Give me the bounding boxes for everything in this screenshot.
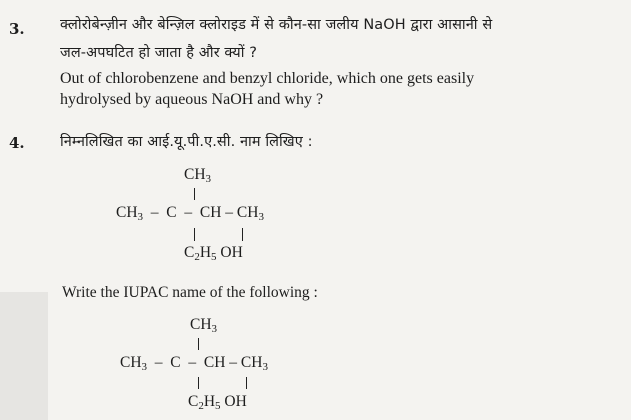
struct1-main-chain: $CH_3$ – C – CH – $CH_3$: [116, 204, 264, 223]
struct1-top-group: [184, 166, 211, 185]
question-4-number: 4.: [9, 134, 25, 152]
question-3-number: 3.: [9, 20, 25, 38]
struct1-top-text: $CH_3$: [184, 166, 212, 185]
question-3-english-line-2: hydrolysed by aqueous NaOH and why ?: [60, 91, 324, 108]
struct2-top-group: $CH_3$: [190, 316, 218, 335]
struct2-bottom-bond-left: [198, 377, 199, 389]
struct2-main-chain: $CH_3$ – C – CH – $CH_3$: [120, 354, 268, 373]
question-3-hindi-line-2: जल-अपघटित हो जाता है और क्यों ?: [60, 45, 258, 61]
struct2-top-bond: [198, 338, 199, 350]
struct2-bottom-groups: $C_2H_5$ OH: [188, 393, 247, 412]
struct1-top-bond: [194, 188, 195, 200]
question-4-hindi-prompt: निम्नलिखित का आई.यू.पी.ए.सी. नाम लिखिए :: [60, 134, 313, 150]
struct1-bottom-groups: $C_2H_5$ OH: [184, 244, 243, 263]
struct1-bottom-bond-right: [242, 228, 243, 241]
question-3-english-line-1: Out of chlorobenzene and benzyl chloride, which one gets easily: [60, 70, 475, 87]
struct2-bottom-bond-right: [246, 377, 247, 389]
question-4-english-prompt: Write the IUPAC name of the following :: [62, 284, 318, 301]
scan-shadow: [0, 292, 48, 420]
question-3-hindi-line-1: क्लोरोबेन्ज़ीन और बेन्ज़िल क्लोराइड में से कौन-सा जलीय NaOH द्वारा आसानी से: [60, 17, 493, 33]
struct1-bottom-bond-left: [194, 228, 195, 241]
